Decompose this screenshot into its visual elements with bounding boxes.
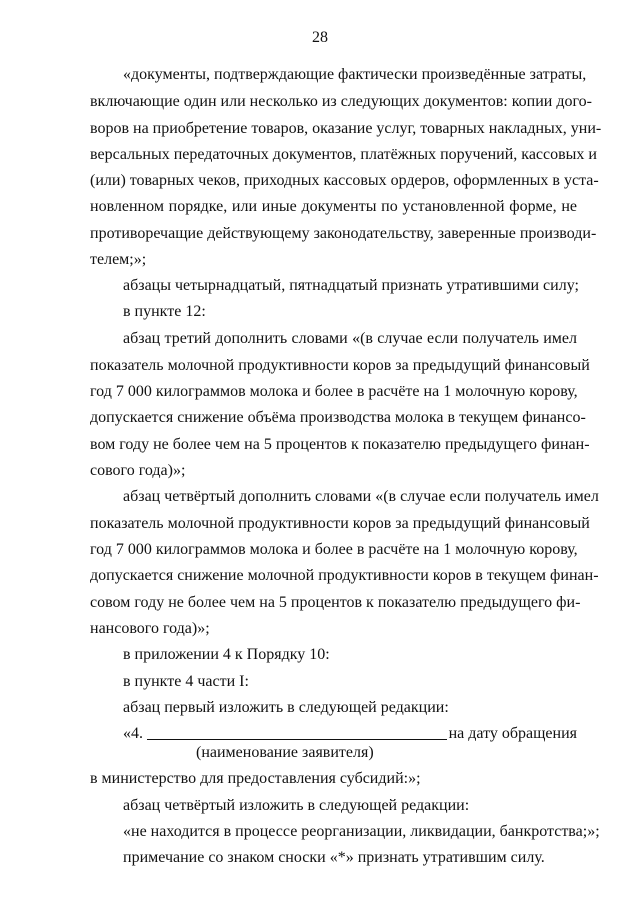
- text-line: противоречащие действующему законодательству, заверенные производи-: [90, 225, 597, 242]
- text-line: допускается снижение молочной продуктивности коров в текущем финан-: [90, 567, 599, 584]
- text-line: показатель молочной продуктивности коров за предыдущий финансовый: [90, 357, 590, 374]
- text-line: «не находится в процессе реорганизации, ликвидации, банкротства;»;: [123, 823, 600, 840]
- text-line: (или) товарных чеков, приходных кассовых ордеров, оформленных в уста-: [90, 172, 599, 189]
- text-line: абзацы четырнадцатый, пятнадцатый признать утратившими силу;: [123, 277, 579, 294]
- text-line: нансового года)»;: [90, 620, 210, 637]
- text-line: «документы, подтверждающие фактически произведённые затраты,: [123, 66, 587, 83]
- text-line: примечание со знаком сноски «*» признать утратившим силу.: [123, 849, 545, 866]
- text-line: в министерство для предоставления субсидий:»;: [90, 770, 421, 787]
- text-line: абзац четвёртый изложить в следующей редакции:: [123, 797, 470, 814]
- text-line: в приложении 4 к Порядку 10:: [123, 646, 330, 663]
- text-line: год 7 000 килограммов молока и более в расчёте на 1 молочную корову,: [90, 541, 578, 558]
- applicant-form-line: [123, 724, 577, 744]
- applicant-name-blank: [147, 739, 447, 740]
- text-line: год 7 000 килограммов молока и более в расчёте на 1 молочную корову,: [90, 383, 578, 400]
- text-line: в пункте 12:: [123, 303, 206, 320]
- form-line-end: на дату обращения: [448, 725, 577, 742]
- text-line: новленном порядке, или иные документы по установленной форме, не: [90, 198, 577, 215]
- text-line: абзац первый изложить в следующей редакции:: [123, 699, 449, 716]
- text-line: показатель молочной продуктивности коров за предыдущий финансовый: [90, 515, 590, 532]
- text-line: совом году не более чем на 5 процентов к показателю предыдущего фи-: [90, 594, 581, 611]
- text-line: вом году не более чем на 5 процентов к показателю предыдущего финан-: [90, 436, 590, 453]
- text-line: в пункте 4 части I:: [123, 673, 249, 690]
- text-line: телем;»;: [90, 251, 147, 268]
- text-line: версальных передаточных документов, платёжных поручений, кассовых и: [90, 146, 597, 163]
- page-number: 28: [312, 29, 328, 46]
- form-line-start: «4.: [123, 725, 143, 742]
- applicant-caption: (наименование заявителя): [196, 744, 374, 761]
- text-line: сового года)»;: [90, 462, 186, 479]
- text-line: включающие один или несколько из следующих документов: копии дого-: [90, 93, 592, 110]
- text-line: абзац четвёртый дополнить словами «(в случае если получатель имел: [123, 488, 599, 505]
- text-line: абзац третий дополнить словами «(в случае если получатель имел: [123, 330, 577, 347]
- text-line: воров на приобретение товаров, оказание услуг, товарных накладных, уни-: [90, 120, 602, 137]
- text-line: допускается снижение объёма производства молока в текущем финансо-: [90, 409, 586, 426]
